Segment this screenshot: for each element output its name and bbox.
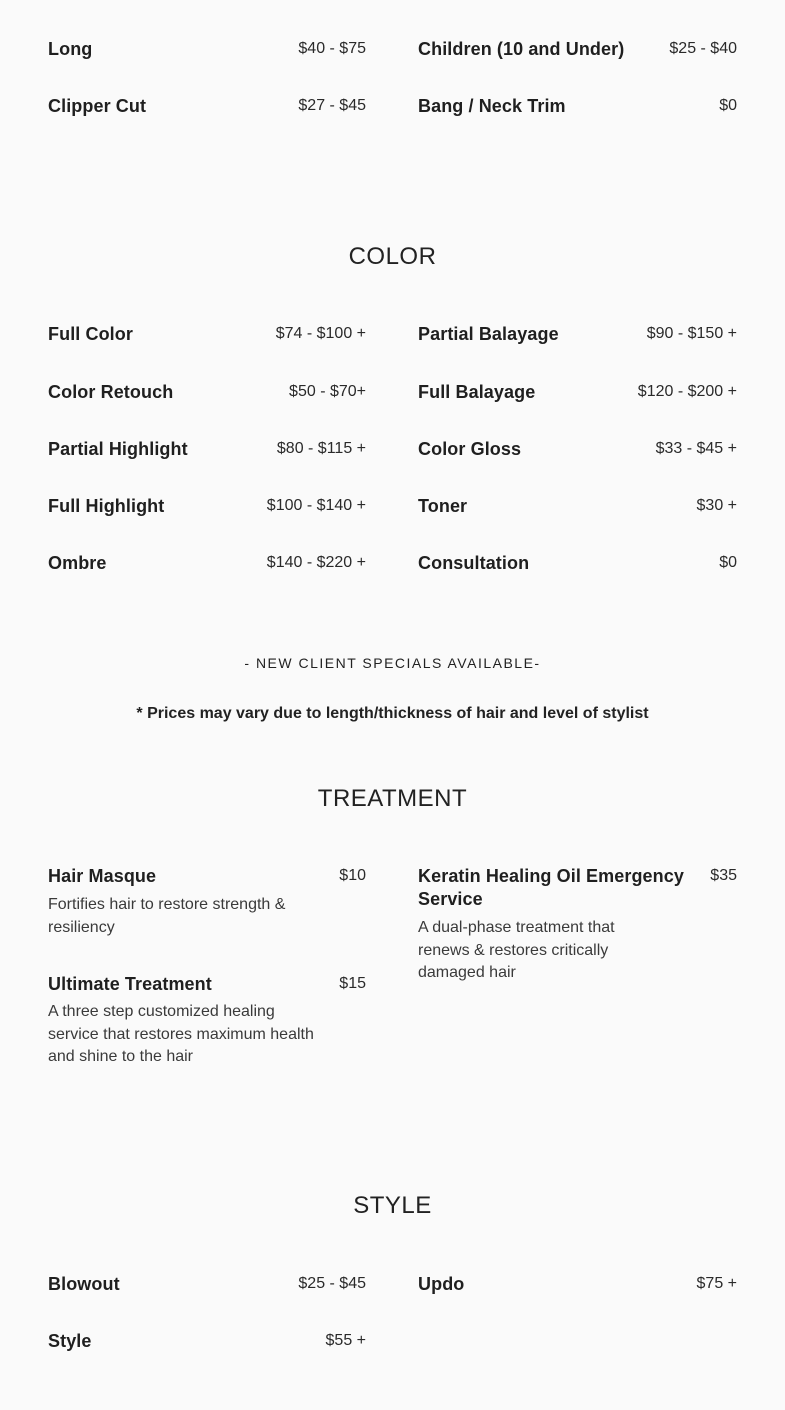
service-name: Style <box>48 1331 92 1351</box>
service-price: $40 - $75 <box>298 40 366 57</box>
service-name: Consultation <box>418 553 530 573</box>
service-name: Color Gloss <box>418 439 522 459</box>
service-name: Full Color <box>48 324 133 344</box>
service-description: A dual-phase treatment that renews & restores critically damaged hair <box>418 919 615 981</box>
service-name: Children (10 and Under) <box>418 39 625 59</box>
service-price: $33 - $45 + <box>655 440 737 457</box>
service-price: $25 - $40 <box>669 40 737 57</box>
service-price: $75 + <box>696 1275 737 1292</box>
service-price: $0 <box>719 554 737 571</box>
service-name: Partial Highlight <box>48 439 188 459</box>
service-price: $35 <box>710 867 737 884</box>
service-name: Partial Balayage <box>418 324 559 344</box>
service-price: $15 <box>339 975 366 992</box>
service-name: Full Highlight <box>48 496 165 516</box>
service-description: A three step customized healing service that restores maximum health and shine to the hair <box>48 1003 314 1065</box>
section-title-style: STYLE <box>353 1192 432 1219</box>
service-name: Hair Masque <box>48 866 157 886</box>
price-disclaimer: * Prices may vary due to length/thickness of hair and level of stylist <box>136 705 649 722</box>
service-name: Keratin Healing Oil Emergency Service <box>418 866 684 909</box>
section-title-treatment: TREATMENT <box>317 785 468 812</box>
service-price: $0 <box>719 97 737 114</box>
service-price: $25 - $45 <box>298 1275 366 1292</box>
service-name: Updo <box>418 1274 465 1294</box>
service-name: Full Balayage <box>418 382 536 402</box>
service-price: $55 + <box>325 1332 366 1349</box>
service-name: Color Retouch <box>48 382 174 402</box>
service-price: $120 - $200 + <box>637 383 737 400</box>
service-name: Bang / Neck Trim <box>418 96 566 116</box>
section-title-color: COLOR <box>348 243 437 270</box>
service-price: $10 <box>339 867 366 884</box>
service-name: Blowout <box>48 1274 120 1294</box>
service-price: $27 - $45 <box>298 97 366 114</box>
service-name: Long <box>48 39 93 59</box>
service-description: Fortifies hair to restore strength & resiliency <box>48 896 286 936</box>
new-client-specials-note: - NEW CLIENT SPECIALS AVAILABLE- <box>244 655 541 671</box>
service-price: $100 - $140 + <box>266 497 366 514</box>
service-price: $50 - $70+ <box>289 383 366 400</box>
service-name: Ultimate Treatment <box>48 974 212 994</box>
service-name: Clipper Cut <box>48 96 147 116</box>
service-price: $74 - $100 + <box>275 325 366 342</box>
service-name: Ombre <box>48 553 107 573</box>
service-price: $30 + <box>696 497 737 514</box>
service-price: $90 - $150 + <box>646 325 737 342</box>
service-price: $140 - $220 + <box>266 554 366 571</box>
service-price: $80 - $115 + <box>276 440 366 457</box>
service-name: Toner <box>418 496 468 516</box>
